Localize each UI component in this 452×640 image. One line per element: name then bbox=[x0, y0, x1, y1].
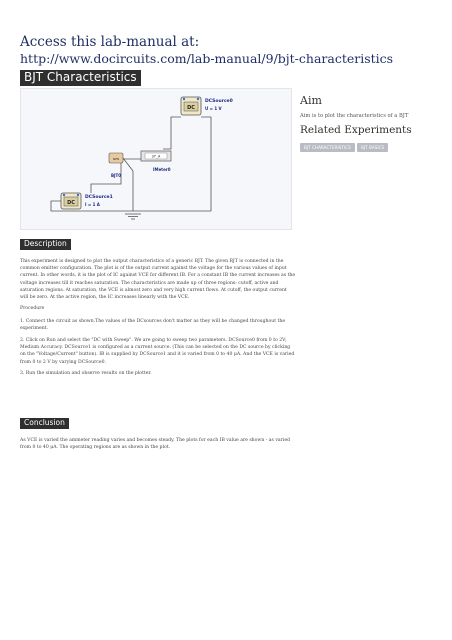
dcsource1-label: DCSource1 bbox=[85, 195, 113, 200]
tag-bjt-characteristics[interactable]: BJT CHARACTERISTICS bbox=[300, 143, 355, 152]
description-paragraph: This experiment is designed to plot the output characteristics of a generic BJT. The given BJT is connected in the common emitter configuration. The plot is of the output current against the voltage for the various values of input current. In other words, it is the plot of IC against VCE for different IB. For a constant IB the current increases as the voltage increases till it reaches saturation. The characteristics are made up of three regions: cutoff, active and saturation regions. At saturation, the VCE is almost zero and very high current flows. At cutoff, the output current will be zero. At the active region, the IC increases linearly with the VCE. bbox=[20, 259, 296, 301]
aim-text: Aim is to plot the characteristics of a BJT bbox=[300, 113, 409, 119]
procedure-step-1: 1. Connect the circuit as shown.The values of the DCsources don't matter as they will be changed throughout the experiment. bbox=[20, 319, 286, 332]
related-experiments-heading: Related Experiments bbox=[300, 124, 412, 136]
circuit-diagram bbox=[20, 88, 292, 230]
procedure-step-2: 2. Click on Run and select the "DC with Sweep". We are going to sweep two parameters. DCSource0 from 0 to 2V; Medium Accuracy. DCSource1 is configured as a current source. (This can be selected on the DC source by clicking on the "Voltage/Current" button). IB is supplied by DCSource1 and it is varied from 0 to 40 μA. And the VCE is varied from 0 to 2 V by varying DCSource0. bbox=[20, 338, 295, 365]
bjt-chip-label: NPN bbox=[112, 157, 120, 161]
imeter-reading: 3f_A bbox=[151, 154, 161, 159]
tag-bjt-basics[interactable]: BJT BASICS bbox=[357, 143, 388, 152]
dcsource1-symbol: DC bbox=[67, 200, 75, 206]
conclusion-text: As VCE is varied the ammeter reading varies and becomes steady. The plots for each IB value are shown - as varied from 0 to 40 μA. The operating regions are as shown in the plot. bbox=[20, 438, 290, 451]
dcsource1[interactable] bbox=[61, 193, 113, 209]
circuit-svg bbox=[21, 89, 291, 229]
dcsource1-value: I = 1 A bbox=[85, 202, 100, 207]
procedure-label: Procedure bbox=[20, 306, 45, 311]
conclusion-heading: Conclusion bbox=[20, 418, 69, 429]
bjt-label: BJT0 bbox=[111, 173, 122, 178]
imeter0[interactable] bbox=[141, 151, 171, 172]
lab-manual-link[interactable]: http://www.docircuits.com/lab-manual/9/bjt-characteristics bbox=[20, 51, 394, 66]
imeter-label: IMeter0 bbox=[153, 167, 171, 172]
dcsource0-value: U = 1 V bbox=[205, 106, 222, 111]
page-title: BJT Characteristics bbox=[20, 70, 141, 86]
dcsource0-symbol: DC bbox=[187, 105, 195, 111]
access-heading: Access this lab-manual at: bbox=[20, 34, 200, 50]
dcsource0-label: DCSource0 bbox=[205, 99, 233, 104]
aim-heading: Aim bbox=[300, 94, 322, 107]
wire-right bbox=[133, 117, 211, 211]
dcsource0[interactable] bbox=[181, 97, 233, 115]
wire-top bbox=[163, 117, 181, 149]
description-heading: Description bbox=[20, 239, 71, 250]
procedure-step-3: 3. Run the simulation and observe results on the plotter. bbox=[20, 371, 152, 376]
